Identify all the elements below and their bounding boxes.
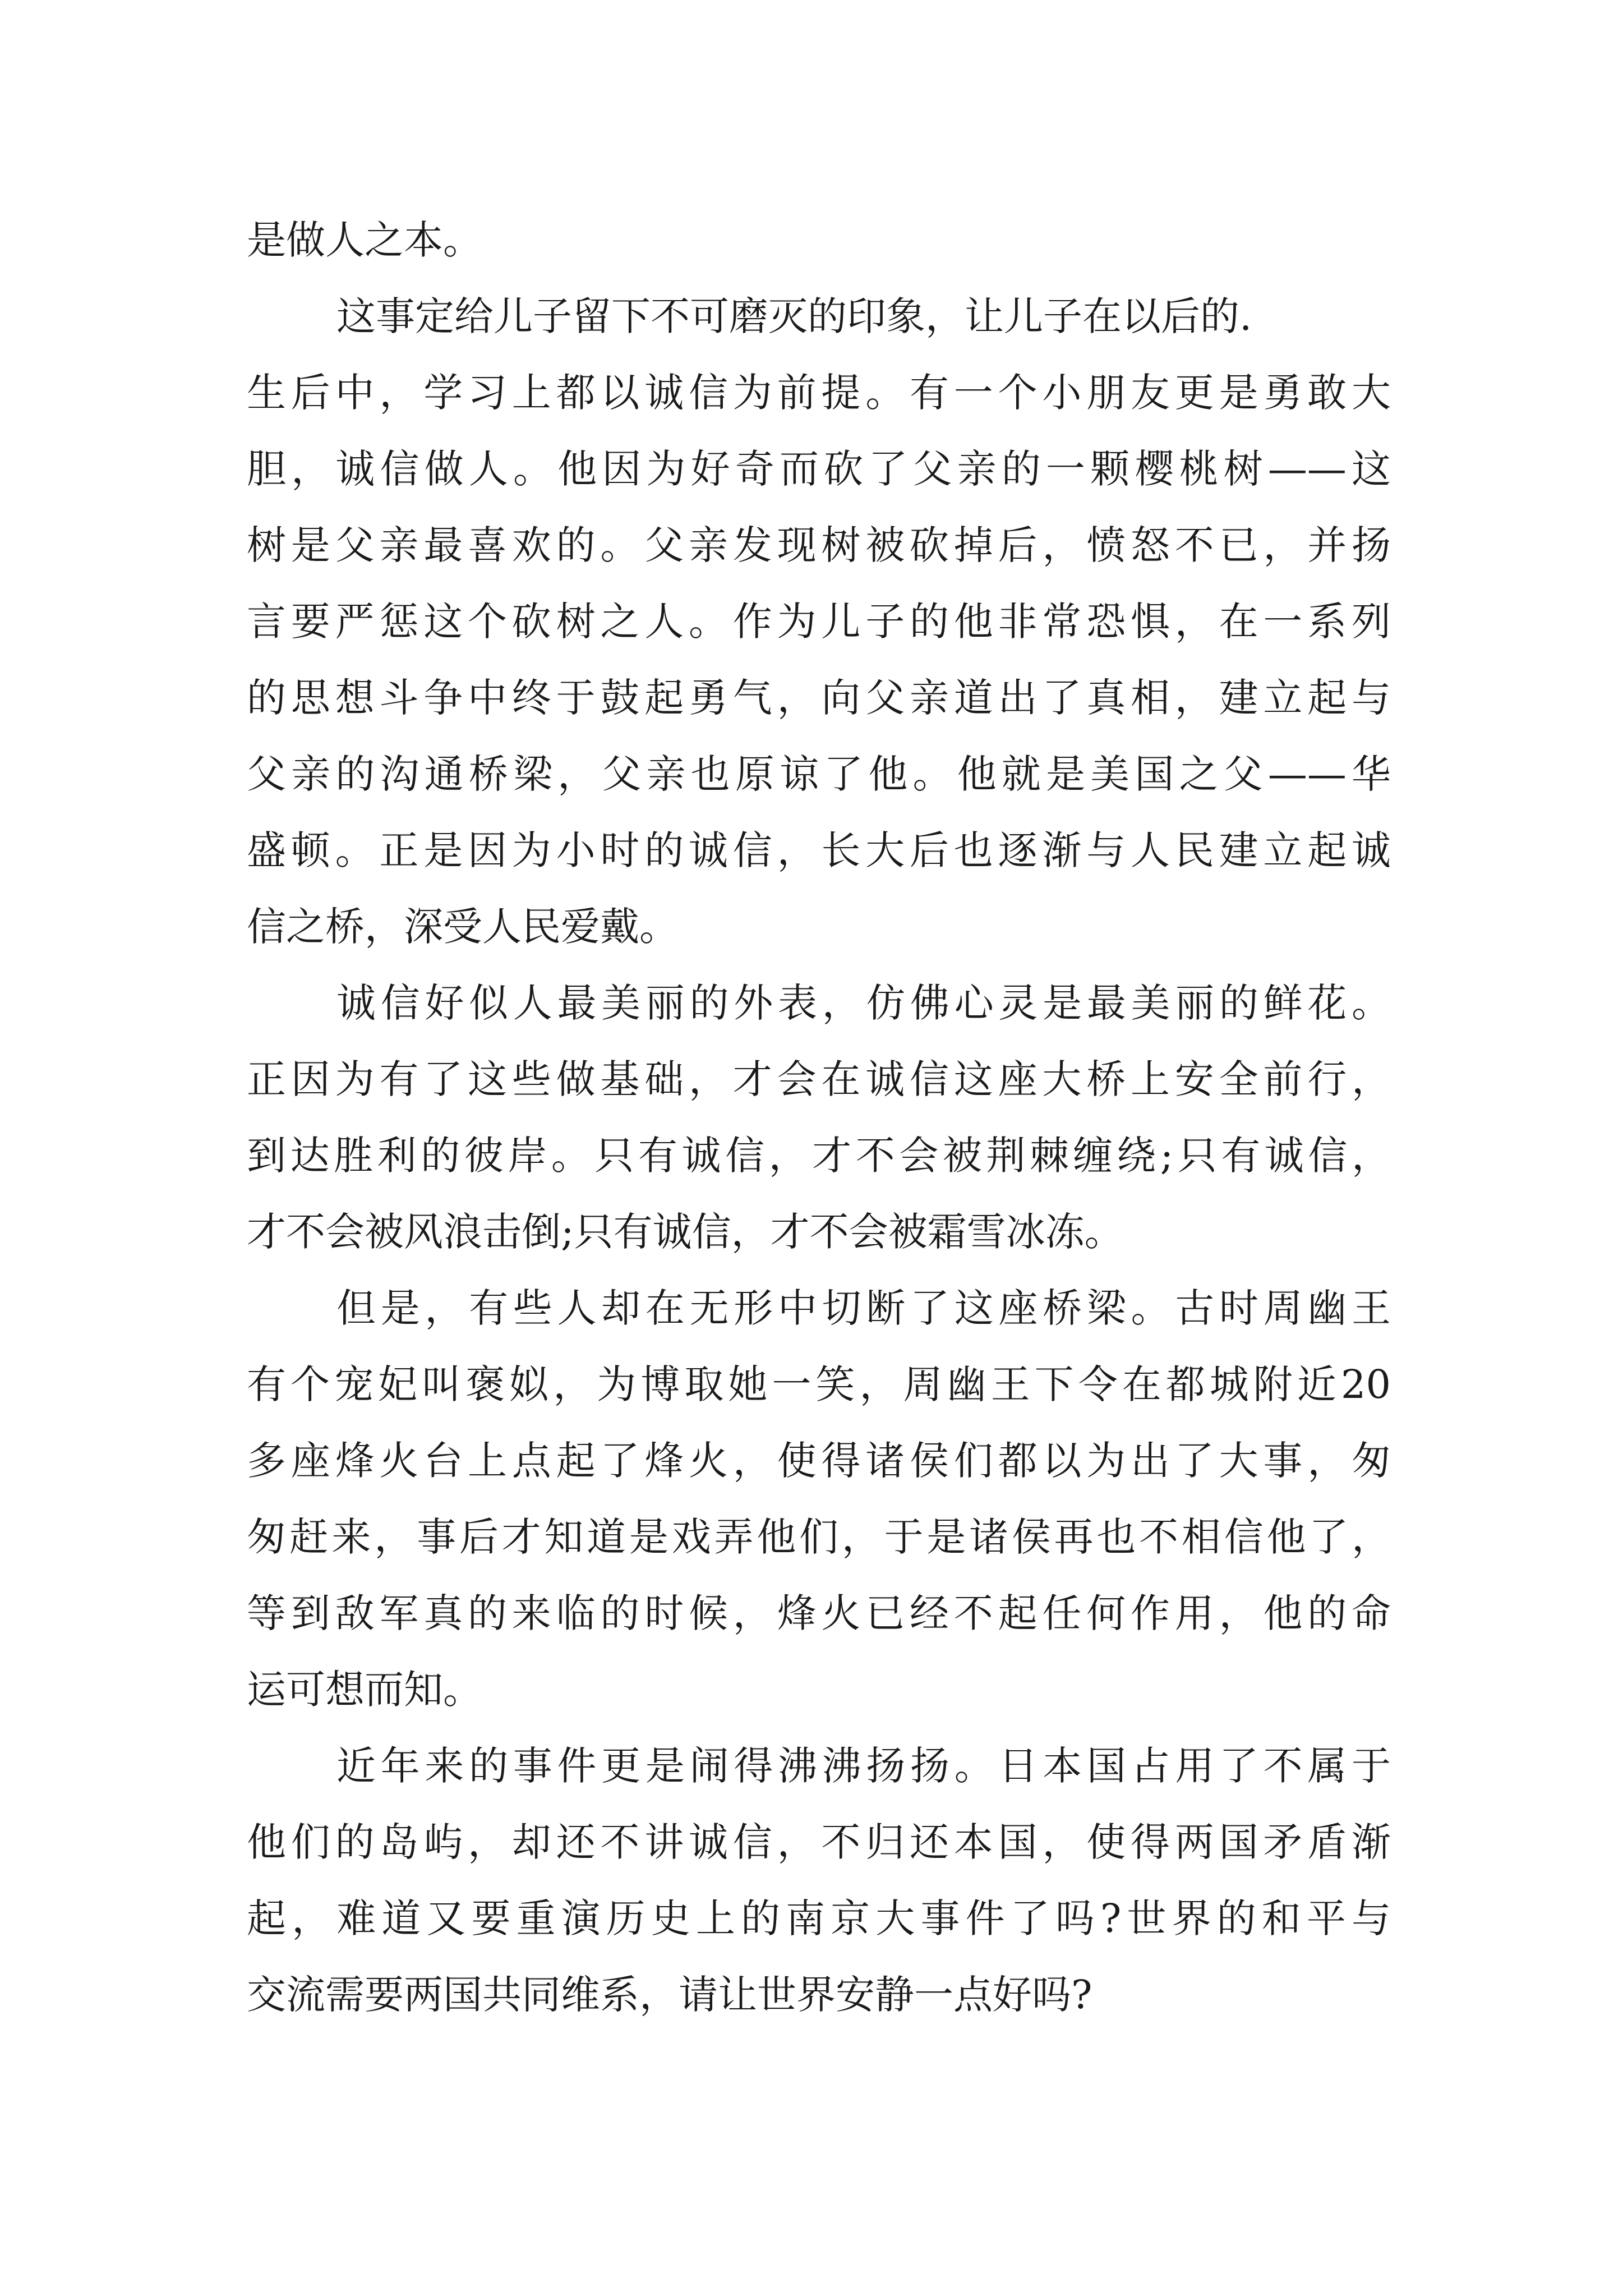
text-line: 诚信好似人最美丽的外表，仿佛心灵是最美丽的鲜花。 (336, 980, 1391, 1026)
text-line: 到达胜利的彼岸。只有诚信，才不会被荆棘缠绕;只有诚信， (247, 1133, 1391, 1179)
text-line: 才不会被风浪击倒;只有诚信，才不会被霜雪冰冻。 (247, 1209, 1124, 1255)
text-line: 起，难道又要重演历史上的南京大事件了吗?世界的和平与 (247, 1895, 1391, 1941)
text-line: 匆赶来，事后才知道是戏弄他们，于是诸侯再也不相信他了， (247, 1514, 1391, 1560)
text-line: 但是，有些人却在无形中切断了这座桥梁。古时周幽王 (336, 1285, 1391, 1331)
text-line: 近年来的事件更是闹得沸沸扬扬。日本国占用了不属于 (336, 1743, 1391, 1789)
text-line: 树是父亲最喜欢的。父亲发现树被砍掉后，愤怒不已，并扬 (247, 522, 1391, 568)
text-line: 有个宠妃叫褒姒，为博取她一笑，周幽王下令在都城附近20 (247, 1361, 1391, 1407)
text-line: 言要严惩这个砍树之人。作为儿子的他非常恐惧，在一系列 (247, 599, 1391, 645)
text-line: 交流需要两国共同维系，请让世界安静一点好吗? (247, 1972, 1092, 2018)
text-line: 信之桥，深受人民爱戴。 (247, 904, 679, 950)
text-line: 盛顿。正是因为小时的诚信，长大后也逐渐与人民建立起诚 (247, 827, 1391, 873)
text-line: 生后中，学习上都以诚信为前提。有一个小朋友更是勇敢大 (247, 370, 1391, 416)
document-body (247, 202, 1391, 2033)
text-line: 正因为有了这些做基础，才会在诚信这座大桥上安全前行， (247, 1056, 1391, 1102)
text-line: 他们的岛屿，却还不讲诚信，不归还本国，使得两国矛盾渐 (247, 1819, 1391, 1865)
text-line: 胆，诚信做人。他因为好奇而砍了父亲的一颗樱桃树——这 (247, 446, 1391, 492)
text-line: 是做人之本。 (247, 217, 482, 263)
text-line: 这事定给儿子留下不可磨灭的印象，让儿子在以后的. (336, 293, 1252, 339)
text-line: 父亲的沟通桥梁，父亲也原谅了他。他就是美国之父——华 (247, 751, 1391, 797)
text-line: 等到敌军真的来临的时候，烽火已经不起任何作用，他的命 (247, 1590, 1391, 1636)
text-line: 运可想而知。 (247, 1667, 482, 1713)
text-line: 的思想斗争中终于鼓起勇气，向父亲道出了真相，建立起与 (247, 675, 1391, 721)
text-line: 多座烽火台上点起了烽火，使得诸侯们都以为出了大事，匆 (247, 1438, 1391, 1484)
